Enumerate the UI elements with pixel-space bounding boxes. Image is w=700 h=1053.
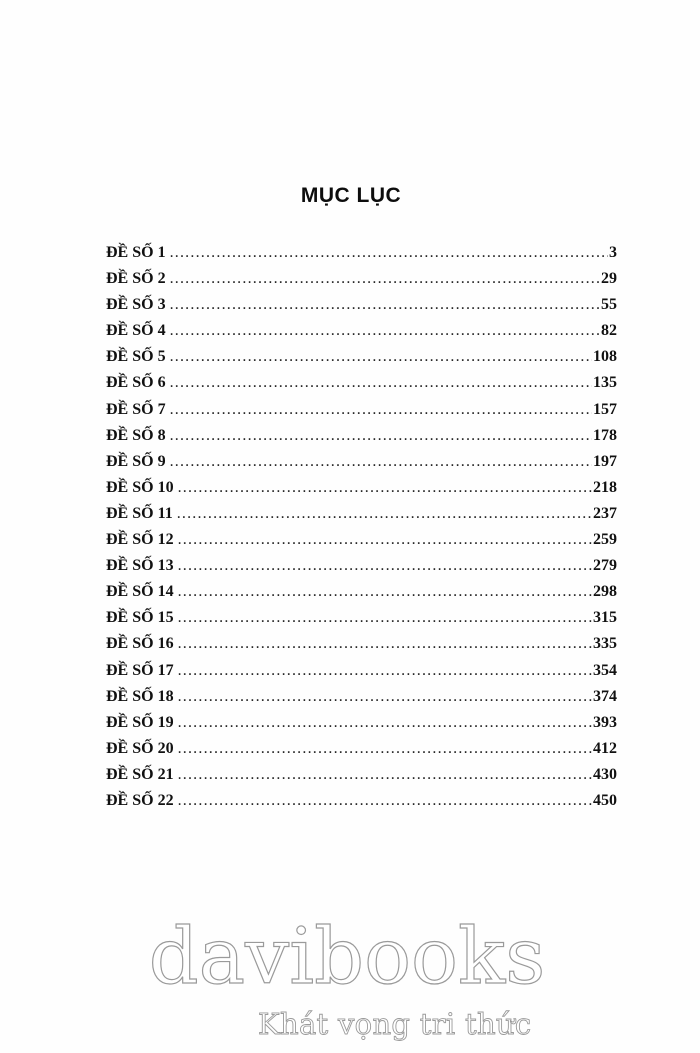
toc-entry <box>106 344 617 370</box>
toc-entry <box>106 658 617 684</box>
toc-entry <box>106 475 617 501</box>
toc-entry <box>106 240 617 266</box>
toc-entry-page-number: 315 <box>593 609 617 627</box>
toc-entry <box>106 423 617 449</box>
toc-entry-label: ĐỀ SỐ 15 <box>106 609 174 627</box>
toc-entry-page-number: 108 <box>593 348 617 366</box>
toc-entry <box>106 397 617 423</box>
toc-entry-page-number: 55 <box>601 296 617 314</box>
toc-entry-page-number: 259 <box>593 531 617 549</box>
toc-entry-label: ĐỀ SỐ 18 <box>106 687 174 705</box>
toc-entry-label: ĐỀ SỐ 4 <box>106 322 166 340</box>
toc-entry <box>106 318 617 344</box>
watermark-logo: davibooks <box>148 912 546 1002</box>
toc-entry-label: ĐỀ SỐ 12 <box>106 531 174 549</box>
toc-entry-label: ĐỀ SỐ 14 <box>106 583 174 601</box>
toc-dot-leader <box>170 397 592 423</box>
toc-entry <box>106 631 617 657</box>
toc-entry-label: ĐỀ SỐ 13 <box>106 557 174 575</box>
toc-entry-label: ĐỀ SỐ 19 <box>106 713 174 731</box>
toc-entry-page-number: 197 <box>593 452 617 470</box>
toc-dot-leader <box>170 423 592 449</box>
toc-entry-page-number: 430 <box>593 765 617 783</box>
watermark-tagline: Khát vọng tri thức <box>258 1007 532 1041</box>
toc-entry-page-number: 135 <box>593 374 617 392</box>
toc-entry-label: ĐỀ SỐ 20 <box>106 739 174 757</box>
toc-dot-leader <box>177 501 592 527</box>
toc-entry-label: ĐỀ SỐ 5 <box>106 348 166 366</box>
toc-entry-page-number: 218 <box>593 478 617 496</box>
toc-dot-leader <box>178 710 592 736</box>
toc-entry-label: ĐỀ SỐ 11 <box>106 504 173 522</box>
toc-entry <box>106 501 617 527</box>
toc-dot-leader <box>178 527 592 553</box>
toc-entry <box>106 605 617 631</box>
toc-dot-leader <box>170 370 592 396</box>
toc-entry-page-number: 279 <box>593 557 617 575</box>
toc-dot-leader <box>178 762 592 788</box>
toc-entry-page-number: 3 <box>609 244 617 261</box>
toc-entry-page-number: 450 <box>593 791 617 809</box>
toc-entry-label: ĐỀ SỐ 16 <box>106 635 174 653</box>
toc-dot-leader <box>178 631 592 657</box>
toc-entry <box>106 553 617 579</box>
toc-dot-leader <box>178 684 592 710</box>
toc-entry-label: ĐỀ SỐ 22 <box>106 791 174 809</box>
toc-entry <box>106 788 617 814</box>
toc-entry-label: ĐỀ SỐ 17 <box>106 661 174 679</box>
toc-dot-leader <box>170 266 600 292</box>
toc-entry-label: ĐỀ SỐ 1 <box>106 244 166 261</box>
toc-entry-label: ĐỀ SỐ 21 <box>106 765 174 783</box>
toc-entry-page-number: 157 <box>593 400 617 418</box>
toc-dot-leader <box>170 344 592 370</box>
toc-dot-leader <box>178 553 592 579</box>
toc-entry-page-number: 298 <box>593 583 617 601</box>
toc-entry <box>106 762 617 788</box>
toc-entry <box>106 710 617 736</box>
toc-dot-leader <box>178 658 592 684</box>
toc-dot-leader <box>178 788 592 814</box>
toc-entry <box>106 527 617 553</box>
toc-entry-page-number: 237 <box>593 504 617 522</box>
table-of-contents <box>106 240 617 814</box>
toc-entry-page-number: 374 <box>593 687 617 705</box>
toc-dot-leader <box>170 240 608 266</box>
toc-entry-label: ĐỀ SỐ 9 <box>106 452 166 470</box>
toc-dot-leader <box>178 475 592 501</box>
toc-entry-page-number: 29 <box>601 270 617 288</box>
toc-entry-page-number: 412 <box>593 739 617 757</box>
toc-entry-page-number: 178 <box>593 426 617 444</box>
toc-entry <box>106 370 617 396</box>
toc-entry-label: ĐỀ SỐ 3 <box>106 296 166 314</box>
toc-entry-label: ĐỀ SỐ 10 <box>106 478 174 496</box>
toc-entry-label: ĐỀ SỐ 8 <box>106 426 166 444</box>
toc-entry <box>106 266 617 292</box>
toc-dot-leader <box>170 318 600 344</box>
toc-entry <box>106 292 617 318</box>
toc-entry <box>106 736 617 762</box>
toc-entry-label: ĐỀ SỐ 2 <box>106 270 166 288</box>
toc-dot-leader <box>178 605 592 631</box>
toc-entry <box>106 449 617 475</box>
toc-entry <box>106 579 617 605</box>
toc-dot-leader <box>178 736 592 762</box>
toc-entry-page-number: 82 <box>601 322 617 340</box>
toc-dot-leader <box>178 579 592 605</box>
toc-entry-page-number: 354 <box>593 661 617 679</box>
page-title: MỤC LỤC <box>300 184 402 207</box>
toc-dot-leader <box>170 449 592 475</box>
toc-entry-label: ĐỀ SỐ 6 <box>106 374 166 392</box>
toc-entry-page-number: 335 <box>593 635 617 653</box>
toc-entry-label: ĐỀ SỐ 7 <box>106 400 166 418</box>
toc-dot-leader <box>170 292 600 318</box>
toc-entry <box>106 684 617 710</box>
toc-entry-page-number: 393 <box>593 713 617 731</box>
